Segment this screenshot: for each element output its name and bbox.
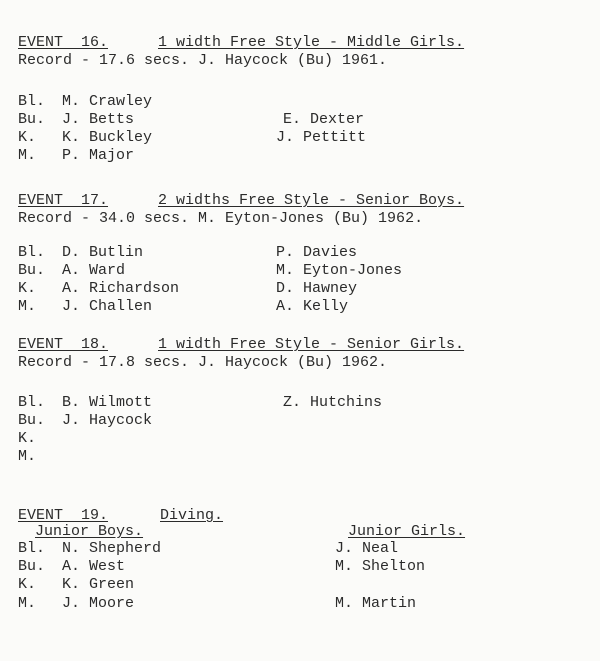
event-19-entrant-bu: A. West [62, 558, 126, 575]
event-16-entrant-bu: J. Betts [62, 111, 135, 128]
event-16-entrant-bu-2: E. Dexter [283, 111, 365, 128]
event-17-entrant-k: A. Richardson [62, 280, 180, 297]
event-16-entrant-m: P. Major [62, 147, 135, 164]
event-18-house-bu: Bu. [18, 412, 46, 429]
event-18-entrant-bl: B. Wilmott [62, 394, 153, 411]
event-17-heading: EVENT 17. [18, 192, 109, 209]
event-17-entrant-bl: D. Butlin [62, 244, 144, 261]
event-18-house-bl: Bl. [18, 394, 46, 411]
event-19-subheading-left: Junior Boys. [35, 523, 144, 540]
event-19-house-k: K. [18, 576, 37, 593]
event-17-house-m: M. [18, 298, 37, 315]
event-19-title: Diving. [160, 507, 224, 524]
event-16-house-k: K. [18, 129, 37, 146]
event-18-house-m: M. [18, 448, 37, 465]
event-18-house-k: K. [18, 430, 37, 447]
event-16-house-bu: Bu. [18, 111, 46, 128]
event-19-house-bu: Bu. [18, 558, 46, 575]
event-17-house-bl: Bl. [18, 244, 46, 261]
event-19-house-m: M. [18, 595, 37, 612]
event-16-entrant-k-2: J. Pettitt [276, 129, 367, 146]
event-19-entrant-k: K. Green [62, 576, 135, 593]
event-18-entrant-bu: J. Haycock [62, 412, 153, 429]
event-17-entrant-bl-2: P. Davies [276, 244, 358, 261]
event-19-subheading-right: Junior Girls. [348, 523, 466, 540]
event-18-entrant-bl-2: Z. Hutchins [283, 394, 383, 411]
event-17-house-bu: Bu. [18, 262, 46, 279]
event-16-title: 1 width Free Style - Middle Girls. [158, 34, 465, 51]
event-19-entrant-bu-2: M. Shelton [335, 558, 426, 575]
event-19-entrant-bl: N. Shepherd [62, 540, 162, 557]
event-19-entrant-m-2: M. Martin [335, 595, 417, 612]
event-19-entrant-bl-2: J. Neal [335, 540, 399, 557]
event-19-heading: EVENT 19. [18, 507, 109, 524]
event-18-record: Record - 17.8 secs. J. Haycock (Bu) 1962. [18, 354, 388, 371]
event-17-entrant-bu-2: M. Eyton-Jones [276, 262, 403, 279]
event-17-entrant-m: J. Challen [62, 298, 153, 315]
event-19-house-bl: Bl. [18, 540, 46, 557]
event-17-house-k: K. [18, 280, 37, 297]
event-19-entrant-m: J. Moore [62, 595, 135, 612]
event-17-entrant-k-2: D. Hawney [276, 280, 358, 297]
event-18-heading: EVENT 18. [18, 336, 109, 353]
event-16-entrant-k: K. Buckley [62, 129, 153, 146]
event-16-heading: EVENT 16. [18, 34, 109, 51]
event-16-house-bl: Bl. [18, 93, 46, 110]
event-17-record: Record - 34.0 secs. M. Eyton-Jones (Bu) 1962. [18, 210, 424, 227]
event-16-entrant-bl: M. Crawley [62, 93, 153, 110]
event-18-title: 1 width Free Style - Senior Girls. [158, 336, 465, 353]
event-17-entrant-bu: A. Ward [62, 262, 126, 279]
event-16-record: Record - 17.6 secs. J. Haycock (Bu) 1961. [18, 52, 388, 69]
event-16-house-m: M. [18, 147, 37, 164]
event-17-entrant-m-2: A. Kelly [276, 298, 349, 315]
event-17-title: 2 widths Free Style - Senior Boys. [158, 192, 465, 209]
